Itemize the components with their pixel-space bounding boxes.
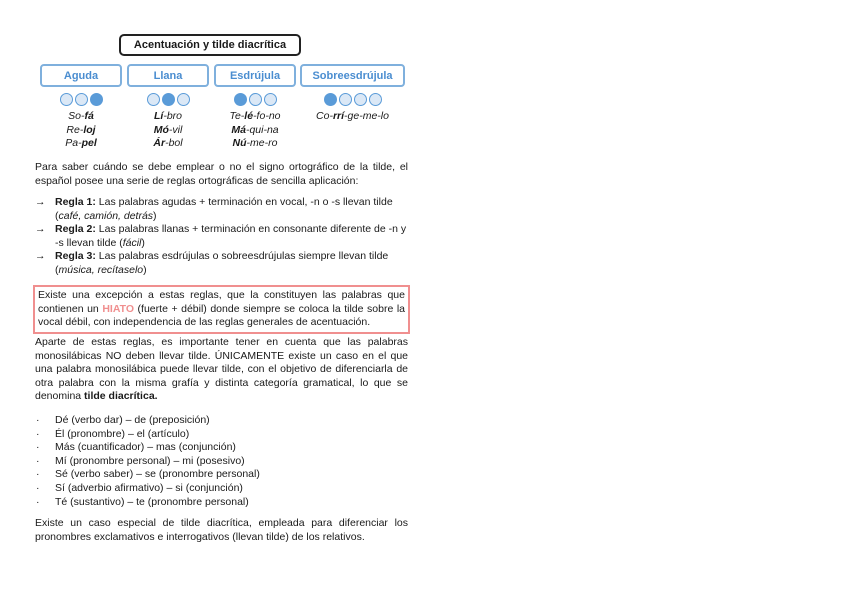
rule-label: Regla 1:: [55, 196, 96, 208]
list-item: [35, 482, 408, 496]
rule-text: Las palabras agudas + terminación en vocal, -n o -s llevan tilde (: [55, 196, 393, 222]
diacritic-pairs-list: [35, 414, 408, 509]
example-word: Pa-pel: [65, 137, 97, 149]
diacritic-paragraph: [35, 336, 408, 404]
exception-text-after: (fuerte + débil) donde siempre se coloca la tilde sobre la vocal débil, con independencia de las reglas generales de acentuación.: [38, 302, 405, 329]
example-word: Lí-bro: [153, 110, 183, 122]
example-word: Nú-me-ro: [232, 137, 278, 149]
exception-box: [33, 285, 410, 334]
example-word: So-fá: [68, 110, 94, 122]
category-label: Esdrújula: [214, 64, 296, 87]
list-item: [35, 428, 408, 442]
pair-text: Mí (pronombre personal) – mi (posesivo): [55, 454, 245, 467]
list-item: [35, 468, 408, 482]
arrow-right-icon: →: [35, 196, 46, 208]
rule-examples: café, camión, detrás: [58, 209, 154, 222]
example-word: Má-qui-na: [231, 123, 279, 136]
syllable-dot: [147, 93, 160, 106]
example-word: Te-lé-fo-no: [229, 110, 281, 122]
rule-close: ): [141, 236, 145, 249]
arrow-right-icon: →: [35, 250, 46, 263]
example-word: Co-rrí-ge-me-lo: [316, 110, 389, 122]
rule-1: [35, 196, 408, 223]
rule-examples: fácil: [122, 236, 142, 249]
pair-text: Sí (adverbio afirmativo) – si (conjunción): [55, 481, 243, 494]
closing-paragraph: Existe un caso especial de tilde diacrítica, empleada para diferenciar los pronombres exclamativos e interrogativos (llevan tilde) de los relativos.: [35, 517, 408, 543]
diacritic-term: tilde diacrítica.: [84, 390, 158, 403]
syllable-dot: [339, 93, 352, 106]
bullet-icon: ·: [36, 427, 40, 440]
stressed-syllable-dot: [324, 93, 337, 106]
rule-3: [35, 250, 408, 277]
bullet-icon: ·: [36, 468, 40, 481]
bullet-icon: ·: [36, 454, 40, 467]
examples: [40, 110, 122, 151]
example-word: Ár-bol: [153, 137, 183, 149]
category-sobreesdrujula: [300, 64, 405, 124]
pair-text: Dé (verbo dar) – de (preposición): [55, 414, 210, 426]
pair-text: Té (sustantivo) – te (pronombre personal): [55, 495, 249, 508]
example-word: Mó-vil: [153, 123, 183, 136]
syllable-dots: [300, 93, 405, 106]
rule-2: [35, 223, 408, 250]
syllable-dot: [249, 93, 262, 106]
list-item: [35, 496, 408, 510]
category-label: Aguda: [40, 64, 122, 87]
examples: [300, 110, 405, 124]
bullet-icon: ·: [36, 441, 40, 454]
rule-label: Regla 2:: [55, 223, 96, 236]
syllable-dot: [60, 93, 73, 106]
stressed-syllable-dot: [162, 93, 175, 106]
pair-text: Sé (verbo saber) – se (pronombre personal): [55, 468, 260, 481]
list-item: [35, 455, 408, 469]
stressed-syllable-dot: [90, 93, 103, 106]
rule-close: ): [153, 209, 157, 222]
exception-text-before: Existe una excepción a estas reglas, que la constituyen las palabras que contienen un: [38, 289, 405, 315]
examples: [127, 110, 209, 151]
rule-examples: música, recítaselo: [58, 263, 144, 276]
stressed-syllable-dot: [234, 93, 247, 106]
syllable-dots: [127, 93, 209, 106]
syllable-dot: [369, 93, 382, 106]
diacritic-text: Aparte de estas reglas, es importante tener en cuenta que las palabras monosilábicas NO deben llevar tilde. ÚNICAMENTE existe un caso en el que una palabra monosilábica puede llevar tilde, con el objetivo de diferenciarla de otra palabra con la misma grafía y distinta categoría gramatical, lo que se denomina: [35, 336, 408, 403]
rule-text: Las palabras esdrújulas o sobreesdrújulas siempre llevan tilde (: [55, 250, 389, 276]
hiato-highlight: HIATO: [102, 302, 135, 315]
syllable-dot: [75, 93, 88, 106]
syllable-dot: [177, 93, 190, 106]
rule-text: Las palabras llanas + terminación en consonante diferente de -n y -s llevan tilde (: [55, 223, 407, 249]
pair-text: Él (pronombre) – el (artículo): [55, 427, 190, 440]
category-aguda: [40, 64, 122, 151]
rules-list: [35, 196, 408, 278]
rule-label: Regla 3:: [55, 250, 96, 263]
category-label: Llana: [127, 64, 209, 87]
list-item: [35, 441, 408, 455]
category-esdrujula: [214, 64, 296, 151]
syllable-dots: [40, 93, 122, 106]
pair-text: Más (cuantificador) – mas (conjunción): [55, 441, 236, 454]
category-llana: [127, 64, 209, 151]
syllable-dot: [354, 93, 367, 106]
examples: [214, 110, 296, 151]
category-label: Sobreesdrújula: [300, 64, 405, 87]
syllable-dots: [214, 93, 296, 106]
example-word: Re-loj: [66, 123, 96, 136]
page-title: Acentuación y tilde diacrítica: [119, 34, 301, 56]
bullet-icon: ·: [36, 495, 40, 508]
syllable-dot: [264, 93, 277, 106]
rule-close: ): [143, 263, 147, 276]
bullet-icon: ·: [36, 414, 40, 426]
list-item: [35, 414, 408, 428]
intro-paragraph: Para saber cuándo se debe emplear o no el signo ortográfico de la tilde, el español posee una serie de reglas ortográficas de sencilla aplicación:: [35, 161, 408, 187]
bullet-icon: ·: [36, 481, 40, 494]
arrow-right-icon: →: [35, 223, 46, 236]
